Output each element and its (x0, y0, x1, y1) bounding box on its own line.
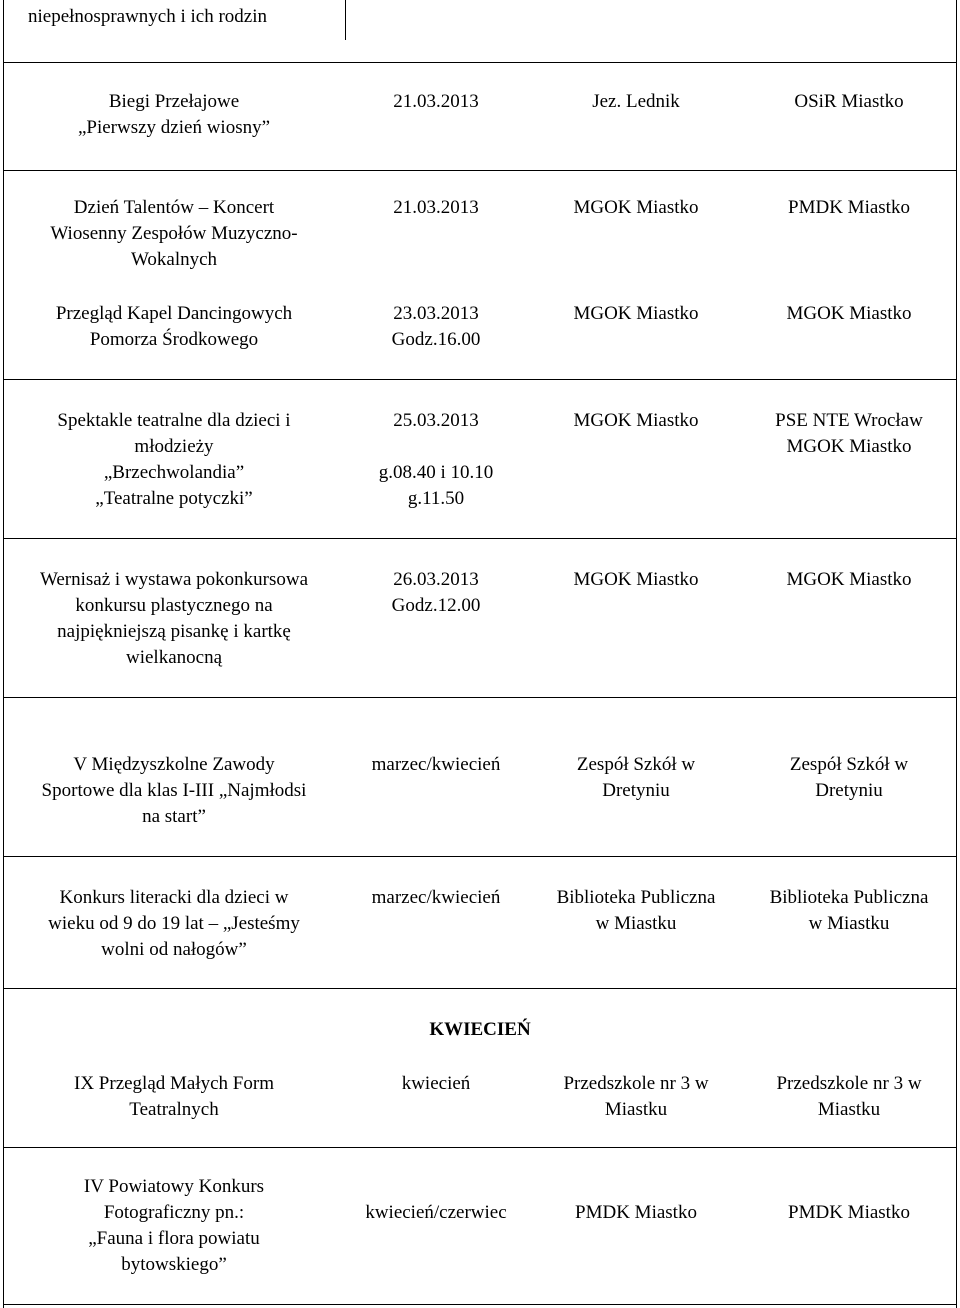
row-separator (4, 1147, 956, 1148)
place-cell: Zespół Szkół w Dretyniu (576, 754, 696, 801)
organizer-cell: Zespół Szkół w Dretyniu (789, 754, 909, 801)
date-cell: 21.03.2013 (393, 91, 479, 112)
date-cell: 21.03.2013 (393, 197, 479, 218)
date-cell: marzec/kwiecień (371, 754, 501, 775)
date-cell: 23.03.2013 Godz.16.00 (391, 303, 481, 350)
organizer-cell: OSiR Miastko (794, 91, 904, 112)
table-border-right (956, 0, 957, 1308)
event-cell: IX Przegląd Małych Form Teatralnych (74, 1073, 274, 1120)
table-border-bottom (4, 1304, 956, 1305)
place-cell: MGOK Miastko (573, 410, 699, 431)
place-cell: Przedszkole nr 3 w Miastku (563, 1073, 709, 1120)
organizer-cell: PMDK Miastko (788, 197, 910, 218)
organizer-cell: Przedszkole nr 3 w Miastku (776, 1073, 922, 1120)
row-separator (4, 379, 956, 380)
place-cell: MGOK Miastko (573, 569, 699, 590)
place-cell: MGOK Miastko (573, 197, 699, 218)
event-cell: Przegląd Kapel Dancingowych Pomorza Środkowego (55, 303, 293, 350)
row-separator (4, 856, 956, 857)
event-cell: Dzień Talentów – Koncert Wiosenny Zespołów Muzyczno- Wokalnych (50, 197, 298, 270)
column-separator (345, 0, 346, 40)
organizer-cell: MGOK Miastko (786, 569, 912, 590)
event-cell: Spektakle teatralne dla dzieci i młodzieży „Brzechwolandia” „Teatralne potyczki” (57, 410, 291, 509)
date-cell: 26.03.2013 Godz.12.00 (391, 569, 481, 616)
event-cell: V Międzyszkolne Zawody Sportowe dla klas I-III „Najmłodsi na start” (41, 754, 307, 827)
event-cell: niepełnosprawnych i ich rodzin (28, 6, 268, 27)
place-cell: Biblioteka Publiczna w Miastku (556, 887, 716, 934)
organizer-cell: PSE NTE Wrocław MGOK Miastko (775, 410, 923, 457)
place-cell: PMDK Miastko (575, 1202, 697, 1223)
event-cell: Biegi Przełajowe „Pierwszy dzień wiosny” (77, 91, 271, 138)
organizer-cell: PMDK Miastko (788, 1202, 910, 1223)
row-separator (4, 988, 956, 989)
date-cell: kwiecień (401, 1073, 471, 1094)
place-cell: MGOK Miastko (573, 303, 699, 324)
organizer-cell: Biblioteka Publiczna w Miastku (769, 887, 929, 934)
row-separator (4, 62, 956, 63)
event-cell: Konkurs literacki dla dzieci w wieku od 9 do 19 lat – „Jesteśmy wolni od nałogów” (48, 887, 300, 960)
event-cell: Wernisaż i wystawa pokonkursowa konkursu plastycznego na najpiękniejszą pisankę i kartkę wielkanocną (39, 569, 309, 668)
section-heading: KWIECIEŃ (429, 1019, 531, 1040)
row-separator (4, 538, 956, 539)
date-cell: 25.03.2013 g.08.40 i 10.10 g.11.50 (378, 410, 494, 509)
date-cell: marzec/kwiecień (371, 887, 501, 908)
row-separator (4, 170, 956, 171)
organizer-cell: MGOK Miastko (786, 303, 912, 324)
row-separator (4, 697, 956, 698)
place-cell: Jez. Lednik (592, 91, 680, 112)
event-cell: IV Powiatowy Konkurs Fotograficzny pn.: „Fauna i flora powiatu bytowskiego” (83, 1176, 265, 1275)
date-cell: kwiecień/czerwiec (365, 1202, 507, 1223)
